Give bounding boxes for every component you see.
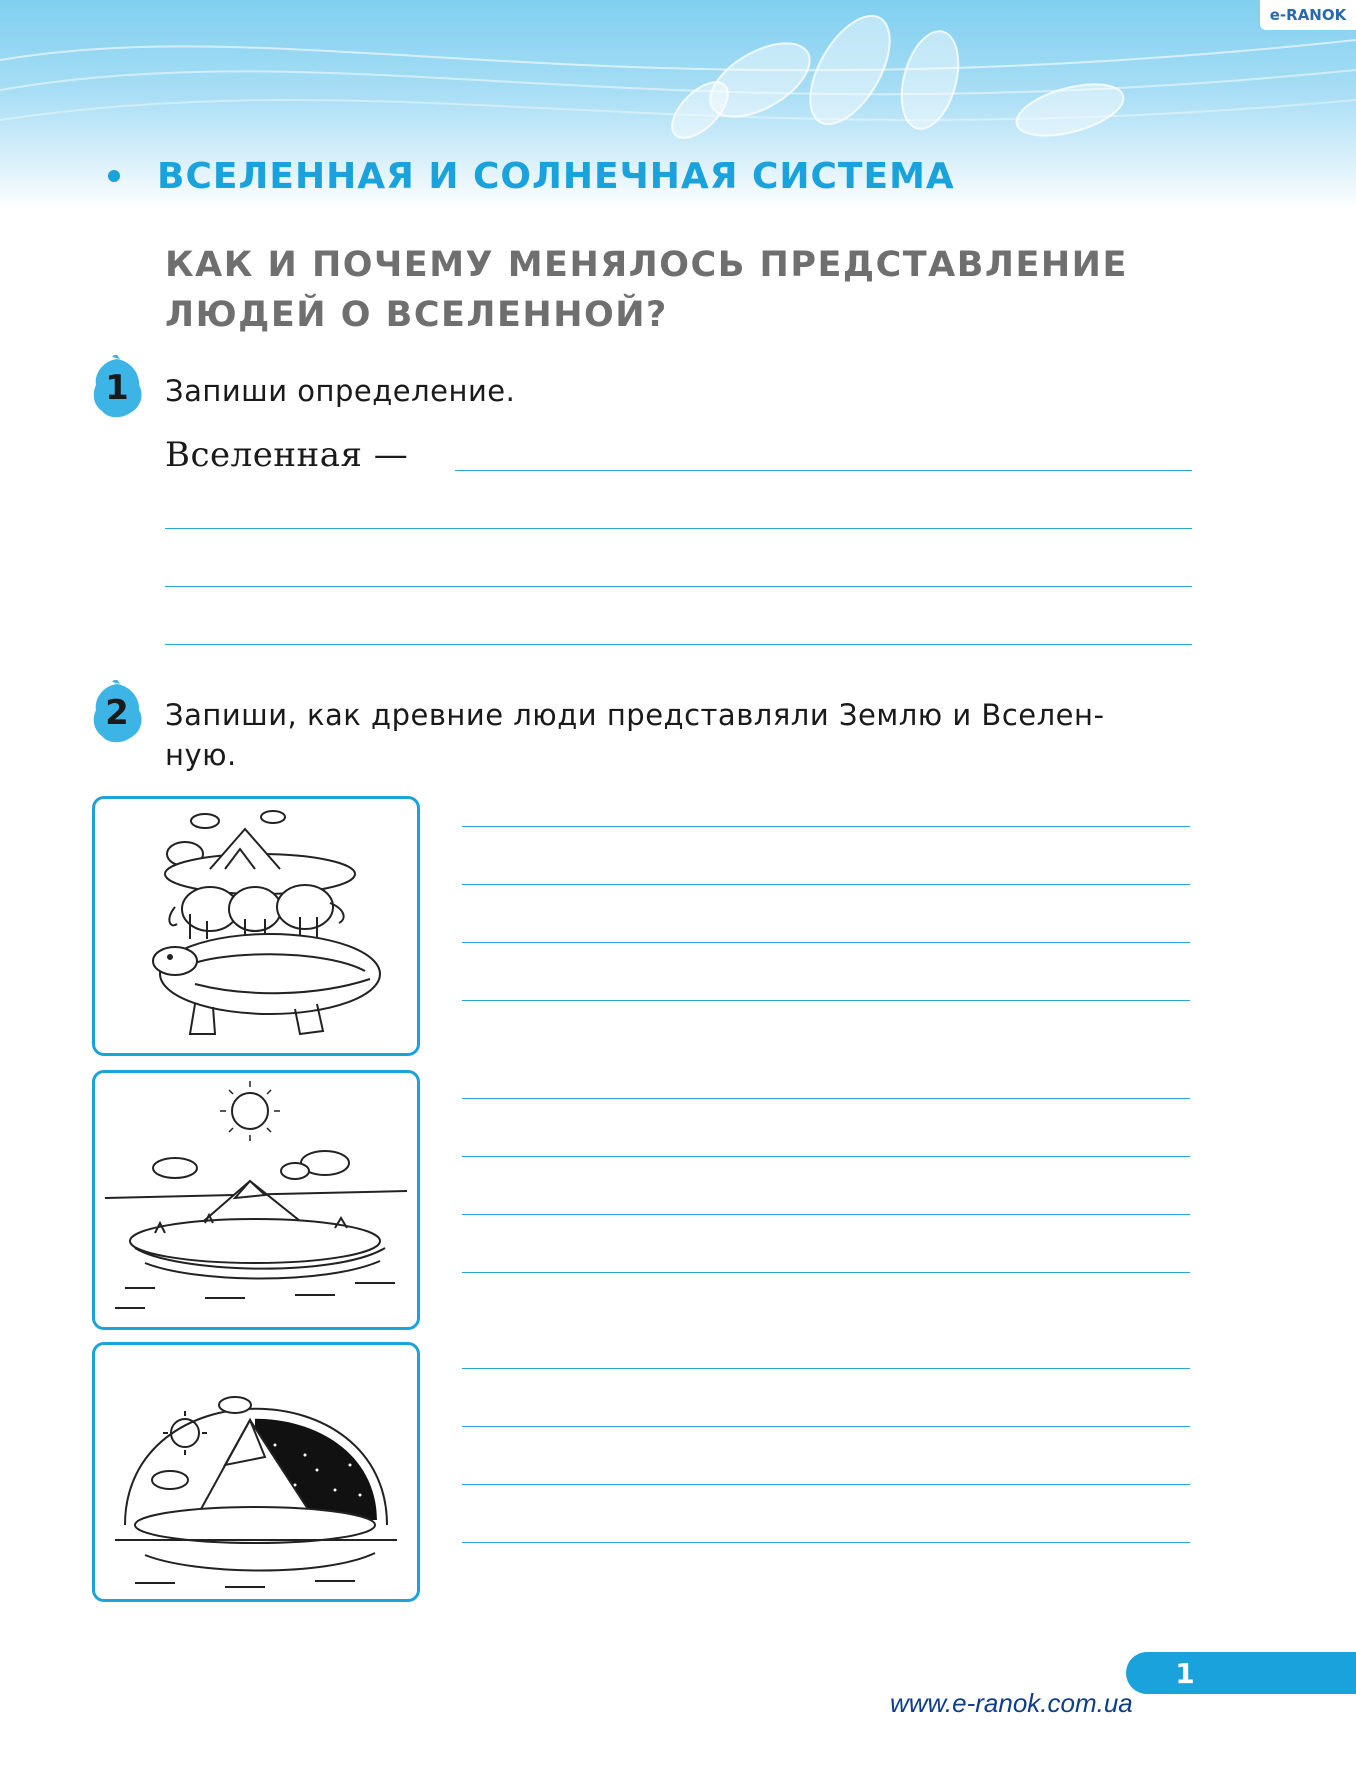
section-title-text: ВСЕЛЕННАЯ И СОЛНЕЧНАЯ СИСТЕМА <box>157 155 955 197</box>
task-2-instruction-line-1: Запиши, как древние люди представляли Землю и Вселен- <box>165 698 1105 732</box>
answer-line[interactable] <box>165 644 1192 645</box>
island-sun-illustration <box>95 1073 417 1327</box>
lesson-title-line-1: КАК И ПОЧЕМУ МЕНЯЛОСЬ ПРЕДСТАВЛЕНИЕ <box>165 245 1128 285</box>
task-2-number-badge <box>90 680 144 746</box>
answer-line[interactable] <box>462 1000 1190 1001</box>
task-1-number-badge <box>90 355 144 421</box>
sky-dome-illustration <box>95 1345 417 1599</box>
task-2-instruction <box>165 695 1205 775</box>
answer-line[interactable] <box>462 1484 1190 1485</box>
lesson-title-line-2: ЛЮДЕЙ О ВСЕЛЕННОЙ? <box>165 295 668 335</box>
answer-line[interactable] <box>462 1214 1190 1215</box>
answer-line[interactable] <box>462 884 1190 885</box>
flat-earth-on-elephants-and-turtle-picture <box>92 796 420 1056</box>
task-1-number: 1 <box>105 368 129 408</box>
section-title <box>108 150 955 202</box>
earth-under-sky-dome-day-night-picture <box>92 1342 420 1602</box>
term-universe: Вселенная — <box>165 435 409 475</box>
publisher-logo <box>1260 0 1356 30</box>
answer-line[interactable] <box>455 470 1192 471</box>
answer-line[interactable] <box>165 528 1192 529</box>
answer-line[interactable] <box>165 586 1192 587</box>
elephants-turtle-illustration <box>95 799 417 1053</box>
answer-line[interactable] <box>462 1156 1190 1157</box>
task-2-number: 2 <box>105 693 129 733</box>
answer-line[interactable] <box>462 1098 1190 1099</box>
answer-line[interactable] <box>462 1542 1190 1543</box>
bullet-icon <box>108 170 120 182</box>
answer-line[interactable] <box>462 1368 1190 1369</box>
lesson-title <box>165 240 1165 340</box>
page-number: 1 <box>1175 1656 1195 1690</box>
island-earth-with-sun-picture <box>92 1070 420 1330</box>
answer-line[interactable] <box>462 1426 1190 1427</box>
answer-line[interactable] <box>462 942 1190 943</box>
logo-text: e-RANOK <box>1269 6 1347 24</box>
website-link[interactable]: www.e-ranok.com.ua <box>890 1688 1133 1718</box>
task-1-instruction: Запиши определение. <box>165 374 516 408</box>
answer-line[interactable] <box>462 1272 1190 1273</box>
answer-line[interactable] <box>462 826 1190 827</box>
task-2-instruction-line-2: ную. <box>165 738 237 772</box>
